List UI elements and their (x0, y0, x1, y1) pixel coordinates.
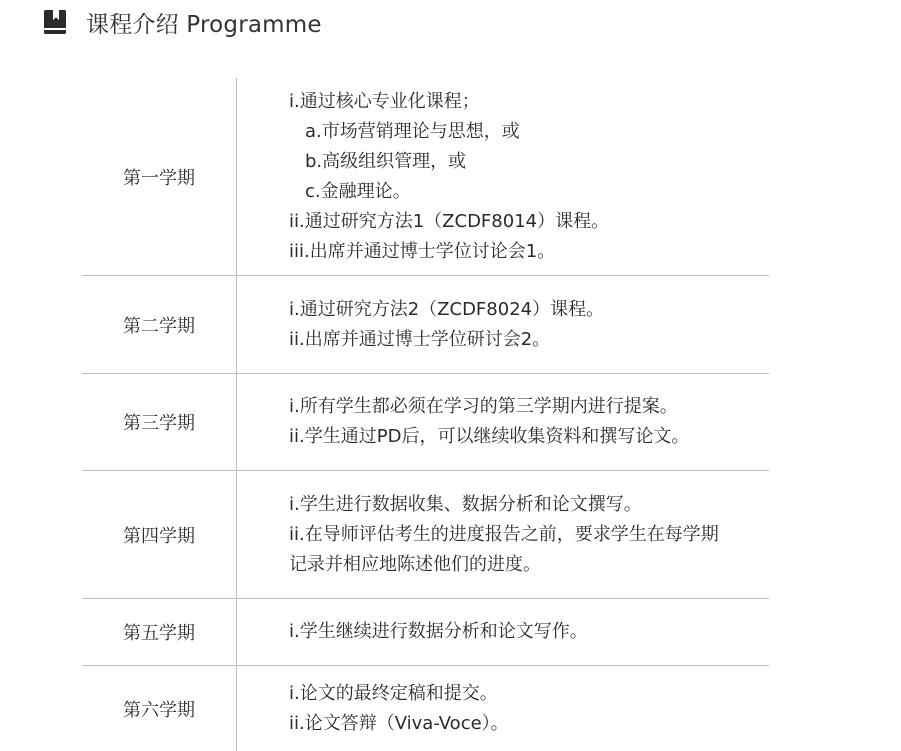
semester-description (237, 374, 769, 470)
description-line: iii.出席并通过博士学位讨论会1。 (289, 240, 556, 262)
description-line: c.金融理论。 (305, 180, 411, 202)
semester-row-5 (82, 599, 769, 666)
book-icon (42, 9, 68, 35)
semester-row-3 (82, 374, 769, 471)
semester-label: 第二学期 (82, 276, 237, 373)
description-line: i.所有学生都必须在学习的第三学期内进行提案。 (289, 396, 678, 417)
semester-description (237, 666, 769, 751)
semester-row-6 (82, 666, 769, 751)
description-line: a.市场营销理论与思想，或 (305, 120, 520, 142)
description-line: i.通过研究方法2（ZCDF8024）课程。 (289, 298, 605, 320)
semester-label: 第一学期 (82, 78, 237, 275)
description-line: ii.在导师评估考生的进度报告之前，要求学生在每学期 (289, 523, 719, 545)
semester-row-1 (82, 78, 769, 276)
description-line: i.学生进行数据收集、数据分析和论文撰写。 (289, 493, 642, 515)
semester-description (237, 78, 769, 275)
description-line: i.通过核心专业化课程； (289, 90, 480, 112)
description-line: i.学生继续进行数据分析和论文写作。 (289, 621, 588, 642)
semester-row-2 (82, 276, 769, 374)
description-line: ii.出席并通过博士学位研讨会2。 (289, 328, 551, 350)
semester-label: 第三学期 (82, 374, 237, 470)
semester-description (237, 276, 769, 373)
description-line: 记录并相应地陈述他们的进度。 (289, 553, 541, 575)
semester-label: 第五学期 (82, 599, 237, 665)
description-line: ii.学生通过PD后，可以继续收集资料和撰写论文。 (289, 426, 690, 447)
semester-label: 第六学期 (82, 666, 237, 751)
description-line: b.高级组织管理，或 (305, 150, 467, 172)
semester-description (237, 471, 769, 598)
section-header (42, 0, 322, 44)
description-line: i.论文的最终定稿和提交。 (289, 682, 498, 704)
semester-label: 第四学期 (82, 471, 237, 598)
description-line: ii.论文答辩（Viva-Voce）。 (289, 712, 509, 734)
description-line: ii.通过研究方法1（ZCDF8014）课程。 (289, 210, 610, 232)
semester-description (237, 599, 769, 665)
semester-table (82, 78, 769, 751)
page-title: 课程介绍 Programme (86, 11, 322, 38)
semester-row-4 (82, 471, 769, 599)
